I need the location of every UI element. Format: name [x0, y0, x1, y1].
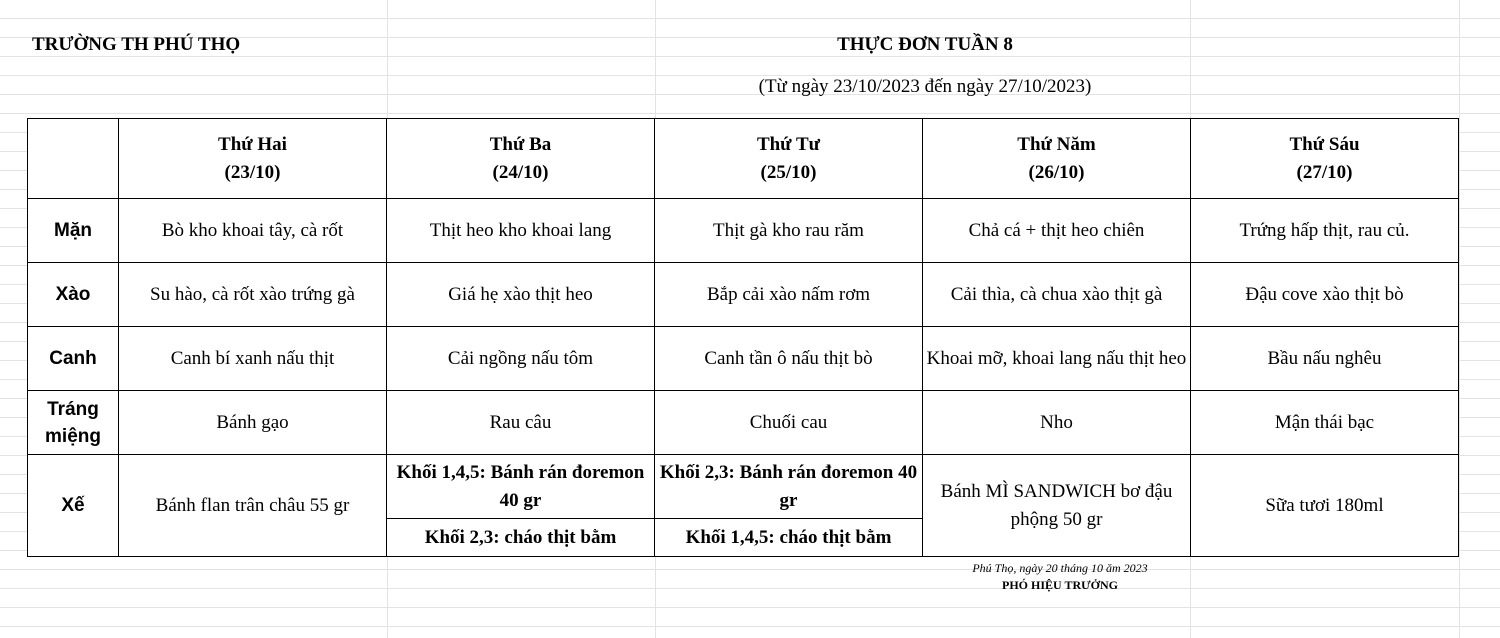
- day-date: (23/10): [224, 161, 281, 183]
- row-label-xe: Xế: [28, 455, 119, 557]
- day-header-tue: [387, 119, 655, 199]
- cell-xe-tue-top: Khối 1,4,5: Bánh rán đoremon 40 gr: [387, 455, 655, 519]
- corner-cell: [28, 119, 119, 199]
- school-name: TRƯỜNG TH PHÚ THỌ: [32, 34, 241, 55]
- cell-xao-thu: Cải thìa, cà chua xào thịt gà: [923, 263, 1191, 327]
- row-label-xao: Xào: [28, 263, 119, 327]
- cell-man-thu: Chả cá + thịt heo chiên: [923, 199, 1191, 263]
- cell-trang-mieng-thu: Nho: [923, 391, 1191, 455]
- cell-man-tue: Thịt heo kho khoai lang: [387, 199, 655, 263]
- cell-xe-tue-bottom: Khối 2,3: cháo thịt bằm: [387, 519, 655, 557]
- cell-trang-mieng-fri: Mận thái bạc: [1191, 391, 1459, 455]
- day-name: Thứ Sáu: [1289, 133, 1360, 155]
- row-canh: [28, 327, 1459, 391]
- cell-man-wed: Thịt gà kho rau răm: [655, 199, 923, 263]
- cell-trang-mieng-wed: Chuối cau: [655, 391, 923, 455]
- cell-canh-thu: Khoai mỡ, khoai lang nấu thịt heo: [923, 327, 1191, 391]
- cell-trang-mieng-mon: Bánh gạo: [119, 391, 387, 455]
- cell-canh-mon: Canh bí xanh nấu thịt: [119, 327, 387, 391]
- day-header-mon: [119, 119, 387, 199]
- signature-role: PHÓ HIỆU TRƯỞNG: [1001, 578, 1118, 592]
- cell-xe-wed-bottom: Khối 1,4,5: cháo thịt bằm: [655, 519, 923, 557]
- cell-xao-wed: Bắp cải xào nấm rơm: [655, 263, 923, 327]
- day-name: Thứ Năm: [1017, 133, 1096, 155]
- day-name: Thứ Ba: [489, 133, 552, 155]
- cell-xe-wed-top: Khối 2,3: Bánh rán đoremon 40 gr: [655, 455, 923, 519]
- day-date: (26/10): [1028, 161, 1085, 183]
- day-header-wed: [655, 119, 923, 199]
- cell-man-fri: Trứng hấp thịt, rau củ.: [1191, 199, 1459, 263]
- row-label-canh: Canh: [28, 327, 119, 391]
- cell-xao-mon: Su hào, cà rốt xào trứng gà: [119, 263, 387, 327]
- header-row: [28, 119, 1459, 199]
- day-header-thu: [923, 119, 1191, 199]
- row-label-line: miệng: [45, 425, 101, 447]
- day-date: (27/10): [1296, 161, 1353, 183]
- row-label-line: Tráng: [47, 398, 99, 420]
- cell-canh-wed: Canh tần ô nấu thịt bò: [655, 327, 923, 391]
- row-label-trang-mieng: [28, 391, 119, 455]
- day-date: (24/10): [492, 161, 549, 183]
- menu-table: [27, 118, 1459, 557]
- cell-canh-fri: Bầu nấu nghêu: [1191, 327, 1459, 391]
- cell-canh-tue: Cải ngồng nấu tôm: [387, 327, 655, 391]
- cell-xe-mon: Bánh flan trân châu 55 gr: [119, 455, 387, 557]
- cell-man-mon: Bò kho khoai tây, cà rốt: [119, 199, 387, 263]
- date-range: (Từ ngày 23/10/2023 đến ngày 27/10/2023): [758, 76, 1092, 97]
- page-title: THỰC ĐƠN TUẦN 8: [837, 34, 1013, 55]
- cell-trang-mieng-tue: Rau câu: [387, 391, 655, 455]
- cell-xao-tue: Giá hẹ xào thịt heo: [387, 263, 655, 327]
- day-name: Thứ Hai: [218, 133, 287, 155]
- day-header-fri: [1191, 119, 1459, 199]
- row-trang-mieng: [28, 391, 1459, 455]
- row-xao: [28, 263, 1459, 327]
- day-date: (25/10): [760, 161, 817, 183]
- cell-xe-fri: Sữa tươi 180ml: [1191, 455, 1459, 557]
- signature-date: Phú Thọ, ngày 20 tháng 10 ăm 2023: [972, 561, 1148, 575]
- day-name: Thứ Tư: [756, 133, 821, 155]
- row-label-man: Mặn: [28, 199, 119, 263]
- cell-xao-fri: Đậu cove xào thịt bò: [1191, 263, 1459, 327]
- row-xe-top: [28, 455, 1459, 519]
- cell-xe-thu: Bánh MÌ SANDWICH bơ đậu phộng 50 gr: [923, 455, 1191, 557]
- row-man: [28, 199, 1459, 263]
